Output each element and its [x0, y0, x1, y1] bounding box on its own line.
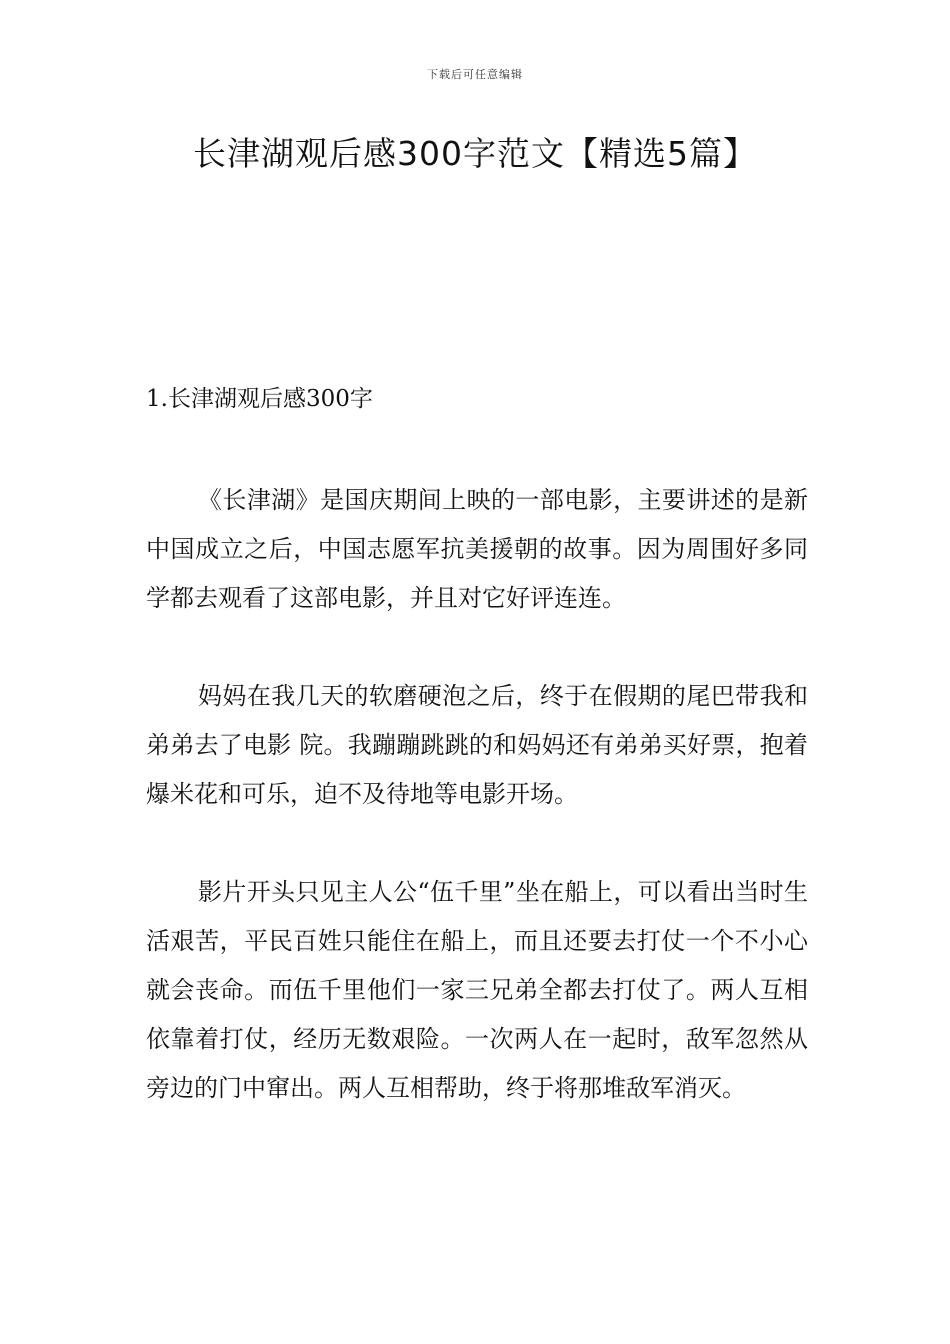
paragraph: 影片开头只见主人公“伍千里”坐在船上，可以看出当时生活艰苦，平民百姓只能住在船上，而且还要去打仗一个不小心就会丧命。而伍千里他们一家三兄弟全都去打仗了。两人互相依靠着打仗，经历无数艰险。一次两人在一起时，敌军忽然从旁边的门中窜出。两人互相帮助，终于将那堆敌军消灭。	[146, 878, 808, 1102]
paragraph: 妈妈在我几天的软磨硬泡之后，终于在假期的尾巴带我和弟弟去了电影 院。我蹦蹦跳跳的和妈妈还有弟弟买好票，抱着爆米花和可乐，迫不及待地等电影开场。	[146, 682, 808, 808]
paragraph: 《长津湖》是国庆期间上映的一部电影，主要讲述的是新中国成立之后，中国志愿军抗美援朝的故事。因为周围好多同学都去观看了这部电影，并且对它好评连连。	[146, 486, 808, 612]
page-title: 长津湖观后感300字范文【精选5篇】	[193, 134, 757, 173]
section-heading: 1.长津湖观后感300字	[146, 386, 373, 412]
header-note: 下载后可任意编辑	[427, 68, 523, 81]
